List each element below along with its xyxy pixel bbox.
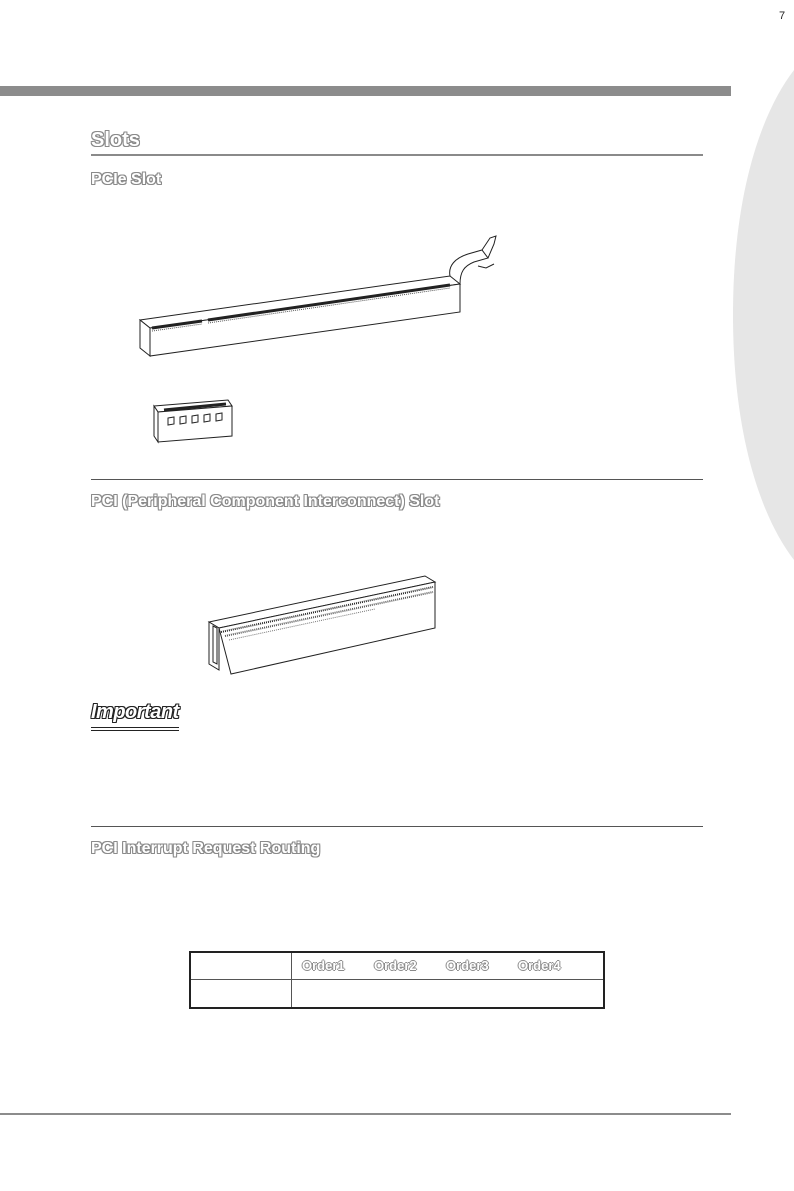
title-rule xyxy=(91,154,703,156)
important-underline-2 xyxy=(91,730,179,731)
pcie-x1-slot-illustration xyxy=(150,392,240,450)
important-underline-1 xyxy=(91,727,179,728)
pci-section-divider xyxy=(91,826,703,827)
pcie-slot-heading: PCIe Slot xyxy=(91,171,162,188)
irq-header-order3: Order3 xyxy=(446,958,489,973)
irq-header-order4: Order4 xyxy=(518,958,561,973)
pcie-x16-slot-illustration xyxy=(130,228,520,378)
footer-rule xyxy=(0,1113,731,1115)
section-title: Slots xyxy=(91,129,140,151)
irq-row-values-cell xyxy=(292,980,605,1009)
irq-table-row xyxy=(190,980,604,1009)
irq-row-label-cell xyxy=(190,980,292,1009)
irq-header-order1: Order1 xyxy=(302,958,345,973)
irq-table-corner-cell xyxy=(190,952,292,980)
side-tab-decoration xyxy=(733,70,794,560)
important-note-label: Important xyxy=(91,701,179,723)
pci-irq-heading: PCI Interrupt Request Routing xyxy=(91,840,321,857)
page-number: 7 xyxy=(779,10,786,22)
pci-slot-illustration xyxy=(205,570,445,680)
irq-routing-table xyxy=(189,951,605,1009)
irq-header-order2: Order2 xyxy=(374,958,417,973)
pci-slot-heading: PCI (Peripheral Component Interconnect) Slot xyxy=(91,493,440,510)
header-bar xyxy=(0,86,731,96)
pcie-section-divider xyxy=(91,479,703,480)
irq-table-header-row xyxy=(190,952,604,980)
irq-table-header-orders xyxy=(292,952,605,980)
